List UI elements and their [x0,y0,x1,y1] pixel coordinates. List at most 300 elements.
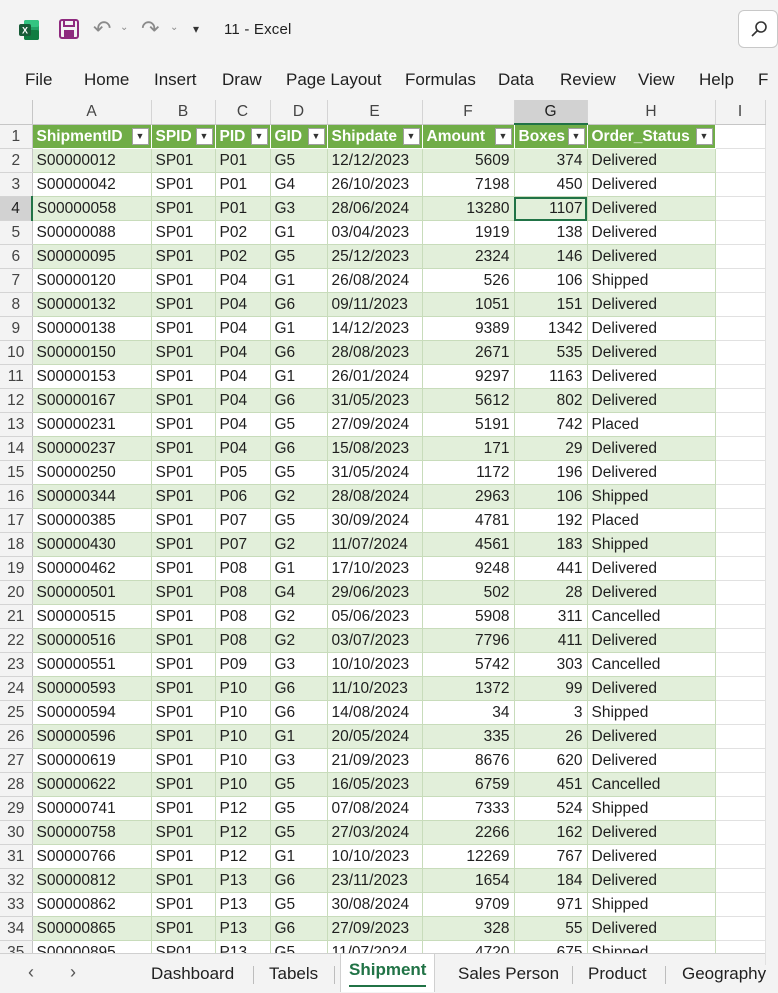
cell-amount[interactable]: 7333 [422,797,514,821]
cell-shipmentid[interactable]: S00000766 [32,845,151,869]
cell-spid[interactable]: SP01 [151,581,215,605]
cell-amount[interactable]: 2324 [422,245,514,269]
cell-spid[interactable]: SP01 [151,605,215,629]
cell-boxes[interactable]: 28 [514,581,587,605]
cell-spid[interactable]: SP01 [151,821,215,845]
empty-cell[interactable] [715,605,765,629]
row-header[interactable]: 30 [0,821,32,845]
cell-gid[interactable]: G2 [270,485,327,509]
cell-boxes[interactable]: 742 [514,413,587,437]
cell-shipdate[interactable]: 10/10/2023 [327,653,422,677]
cell-shipdate[interactable]: 26/08/2024 [327,269,422,293]
cell-gid[interactable]: G1 [270,725,327,749]
row-header[interactable]: 22 [0,629,32,653]
cell-pid[interactable]: P12 [215,845,270,869]
cell-shipdate[interactable]: 30/09/2024 [327,509,422,533]
cell-shipmentid[interactable]: S00000758 [32,821,151,845]
row-header[interactable]: 21 [0,605,32,629]
cell-shipdate[interactable]: 26/01/2024 [327,365,422,389]
cell-spid[interactable]: SP01 [151,845,215,869]
cell-gid[interactable]: G1 [270,845,327,869]
worksheet-grid[interactable] [0,100,765,953]
cell-amount[interactable]: 9297 [422,365,514,389]
cell-gid[interactable]: G3 [270,749,327,773]
cell-amount[interactable]: 1654 [422,869,514,893]
cell-shipmentid[interactable]: S00000095 [32,245,151,269]
prev-sheet-icon[interactable]: ‹ [28,962,34,982]
sheet-tab-sales-person[interactable]: Sales Person [458,964,560,983]
cell-amount[interactable]: 1051 [422,293,514,317]
cell-amount[interactable]: 2671 [422,341,514,365]
tab-data[interactable]: Data [498,70,534,89]
cell-gid[interactable]: G6 [270,677,327,701]
cell-amount[interactable]: 2963 [422,485,514,509]
cell-shipdate[interactable]: 09/11/2023 [327,293,422,317]
empty-cell[interactable] [715,749,765,773]
cell-boxes[interactable]: 3 [514,701,587,725]
cell-boxes[interactable]: 162 [514,821,587,845]
excel-logo-icon[interactable] [18,19,40,41]
cell-spid[interactable]: SP01 [151,653,215,677]
tab-page-layout[interactable]: Page Layout [286,70,382,89]
cell-pid[interactable]: P05 [215,461,270,485]
cell-shipmentid[interactable]: S00000516 [32,629,151,653]
cell-boxes[interactable]: 1163 [514,365,587,389]
cell-gid[interactable]: G6 [270,389,327,413]
row-header[interactable]: 24 [0,677,32,701]
row-header[interactable]: 25 [0,701,32,725]
empty-cell[interactable] [715,437,765,461]
cell-spid[interactable]: SP01 [151,389,215,413]
empty-cell[interactable] [715,533,765,557]
cell-pid[interactable]: P01 [215,197,270,221]
filter-dropdown-icon[interactable]: ▼ [132,128,149,145]
cell-boxes[interactable]: 106 [514,485,587,509]
cell-amount[interactable]: 9709 [422,893,514,917]
cell-boxes[interactable]: 535 [514,341,587,365]
cell-spid[interactable]: SP01 [151,413,215,437]
cell-shipmentid[interactable]: S00000138 [32,317,151,341]
cell-shipmentid[interactable]: S00000042 [32,173,151,197]
cell-spid[interactable]: SP01 [151,485,215,509]
cell-amount[interactable]: 12269 [422,845,514,869]
cell-pid[interactable]: P13 [215,917,270,941]
cell-boxes[interactable]: 802 [514,389,587,413]
row-header[interactable]: 14 [0,437,32,461]
column-header-c[interactable]: C [215,100,270,124]
cell-order-status[interactable]: Delivered [587,725,715,749]
cell-shipmentid[interactable]: S00000865 [32,917,151,941]
cell-amount[interactable]: 5191 [422,413,514,437]
cell-gid[interactable]: G2 [270,605,327,629]
cell-gid[interactable]: G2 [270,629,327,653]
cell-pid[interactable]: P10 [215,749,270,773]
cell-gid[interactable]: G4 [270,173,327,197]
cell-gid[interactable]: G4 [270,581,327,605]
redo-icon[interactable]: ↷ [141,16,160,41]
cell-spid[interactable]: SP01 [151,725,215,749]
row-header[interactable]: 27 [0,749,32,773]
cell-spid[interactable]: SP01 [151,365,215,389]
cell-order-status[interactable]: Delivered [587,821,715,845]
cell-order-status[interactable]: Delivered [587,389,715,413]
cell-spid[interactable]: SP01 [151,629,215,653]
cell-spid[interactable]: SP01 [151,917,215,941]
filter-dropdown-icon[interactable]: ▼ [196,128,213,145]
cell-shipdate[interactable]: 26/10/2023 [327,173,422,197]
cell-pid[interactable]: P13 [215,893,270,917]
cell-shipmentid[interactable]: S00000153 [32,365,151,389]
header-cell-gid[interactable] [270,124,327,149]
customize-qat-icon[interactable]: ▾ [193,22,200,36]
cell-order-status[interactable]: Delivered [587,173,715,197]
cell-shipdate[interactable]: 28/06/2024 [327,197,422,221]
empty-cell[interactable] [715,845,765,869]
empty-cell[interactable] [715,677,765,701]
cell-gid[interactable]: G1 [270,317,327,341]
row-header[interactable]: 19 [0,557,32,581]
empty-cell[interactable] [715,869,765,893]
cell-order-status[interactable]: Delivered [587,677,715,701]
cell-pid[interactable]: P02 [215,245,270,269]
empty-cell[interactable] [715,124,765,149]
cell-spid[interactable]: SP01 [151,461,215,485]
empty-cell[interactable] [715,221,765,245]
cell-shipdate[interactable]: 14/12/2023 [327,317,422,341]
cell-shipmentid[interactable]: S00000132 [32,293,151,317]
cell-shipmentid[interactable]: S00000231 [32,413,151,437]
cell-pid[interactable]: P04 [215,269,270,293]
row-header[interactable]: 7 [0,269,32,293]
cell-gid[interactable]: G1 [270,269,327,293]
empty-cell[interactable] [715,461,765,485]
redo-dropdown-icon[interactable]: ⌄ [170,22,179,33]
cell-shipmentid[interactable]: S00000012 [32,149,151,173]
cell-order-status[interactable]: Delivered [587,749,715,773]
cell-boxes[interactable]: 146 [514,245,587,269]
cell-spid[interactable]: SP01 [151,797,215,821]
cell-shipdate[interactable]: 07/08/2024 [327,797,422,821]
row-header[interactable]: 20 [0,581,32,605]
cell-amount[interactable]: 2266 [422,821,514,845]
cell-boxes[interactable]: 524 [514,797,587,821]
row-header[interactable]: 34 [0,917,32,941]
header-cell-amount[interactable] [422,124,514,149]
row-header[interactable]: 29 [0,797,32,821]
cell-order-status[interactable]: Delivered [587,149,715,173]
cell-amount[interactable]: 8676 [422,749,514,773]
empty-cell[interactable] [715,293,765,317]
cell-pid[interactable]: P04 [215,389,270,413]
row-header[interactable]: 33 [0,893,32,917]
cell-boxes[interactable]: 55 [514,917,587,941]
cell-pid[interactable]: P08 [215,557,270,581]
cell-order-status[interactable]: Cancelled [587,773,715,797]
cell-shipdate[interactable]: 21/09/2023 [327,749,422,773]
filter-dropdown-icon[interactable]: ▼ [568,128,585,145]
cell-pid[interactable]: P04 [215,341,270,365]
empty-cell[interactable] [715,893,765,917]
cell-pid[interactable]: P04 [215,365,270,389]
cell-gid[interactable]: G5 [270,413,327,437]
cell-boxes[interactable]: 184 [514,869,587,893]
cell-order-status[interactable]: Delivered [587,341,715,365]
empty-cell[interactable] [715,581,765,605]
cell-boxes[interactable]: 411 [514,629,587,653]
cell-order-status[interactable]: Delivered [587,629,715,653]
undo-icon[interactable]: ↶ [93,16,112,41]
cell-boxes[interactable]: 183 [514,533,587,557]
cell-boxes[interactable]: 151 [514,293,587,317]
cell-gid[interactable]: G6 [270,437,327,461]
cell-gid[interactable]: G6 [270,917,327,941]
cell-shipmentid[interactable]: S00000120 [32,269,151,293]
cell-boxes[interactable]: 106 [514,269,587,293]
cell-order-status[interactable]: Delivered [587,221,715,245]
cell-gid[interactable]: G6 [270,701,327,725]
cell-spid[interactable]: SP01 [151,557,215,581]
row-header[interactable]: 17 [0,509,32,533]
cell-order-status[interactable]: Cancelled [587,605,715,629]
cell-shipdate[interactable]: 15/08/2023 [327,437,422,461]
empty-cell[interactable] [715,389,765,413]
column-header-a[interactable]: A [32,100,151,124]
header-cell-spid[interactable] [151,124,215,149]
cell-order-status[interactable]: Delivered [587,461,715,485]
cell-shipdate[interactable]: 23/11/2023 [327,869,422,893]
cell-spid[interactable]: SP01 [151,677,215,701]
empty-cell[interactable] [715,509,765,533]
cell-pid[interactable]: P01 [215,173,270,197]
cell-order-status[interactable]: Delivered [587,293,715,317]
cell-amount[interactable]: 9389 [422,317,514,341]
cell-order-status[interactable]: Shipped [587,797,715,821]
cell-gid[interactable]: G5 [270,509,327,533]
cell-spid[interactable]: SP01 [151,221,215,245]
cell-order-status[interactable]: Delivered [587,557,715,581]
cell-amount[interactable]: 5609 [422,149,514,173]
cell-shipdate[interactable]: 27/09/2023 [327,917,422,941]
cell-pid[interactable]: P08 [215,605,270,629]
filter-dropdown-icon[interactable]: ▼ [696,128,713,145]
cell-order-status[interactable]: Shipped [587,269,715,293]
cell-order-status[interactable]: Placed [587,413,715,437]
cell-order-status[interactable]: Delivered [587,437,715,461]
cell-boxes[interactable]: 311 [514,605,587,629]
cell-gid[interactable]: G1 [270,557,327,581]
empty-cell[interactable] [715,173,765,197]
cell-shipdate[interactable]: 31/05/2023 [327,389,422,413]
tab-review[interactable]: Review [560,70,616,89]
row-header[interactable]: 26 [0,725,32,749]
row-header[interactable]: 16 [0,485,32,509]
cell-pid[interactable]: P01 [215,149,270,173]
row-header[interactable]: 6 [0,245,32,269]
tab-draw[interactable]: Draw [222,70,262,89]
cell-boxes[interactable]: 374 [514,149,587,173]
row-header[interactable]: 5 [0,221,32,245]
cell-spid[interactable]: SP01 [151,341,215,365]
row-header[interactable]: 4 [0,197,32,221]
cell-boxes[interactable]: 971 [514,893,587,917]
cell-pid[interactable]: P10 [215,701,270,725]
cell-order-status[interactable]: Delivered [587,197,715,221]
cell-shipmentid[interactable]: S00000862 [32,893,151,917]
empty-cell[interactable] [715,629,765,653]
cell-boxes[interactable]: 450 [514,173,587,197]
empty-cell[interactable] [715,269,765,293]
cell-gid[interactable]: G1 [270,365,327,389]
row-header[interactable]: 11 [0,365,32,389]
header-cell-boxes[interactable] [514,124,587,149]
cell-pid[interactable]: P04 [215,437,270,461]
cell-shipmentid[interactable]: S00000619 [32,749,151,773]
cell-shipdate[interactable]: 11/07/2024 [327,533,422,557]
tab-view[interactable]: View [638,70,675,89]
cell-pid[interactable]: P12 [215,821,270,845]
cell-gid[interactable]: G5 [270,773,327,797]
tab-home[interactable]: Home [84,70,130,89]
empty-cell[interactable] [715,557,765,581]
tab-file[interactable]: File [25,70,53,89]
cell-order-status[interactable]: Delivered [587,245,715,269]
sheet-tab-product[interactable]: Product [588,964,647,983]
cell-shipmentid[interactable]: S00000551 [32,653,151,677]
cell-shipmentid[interactable]: S00000596 [32,725,151,749]
row-header[interactable]: 28 [0,773,32,797]
cell-amount[interactable]: 1919 [422,221,514,245]
cell-pid[interactable]: P08 [215,629,270,653]
cell-spid[interactable]: SP01 [151,437,215,461]
row-header[interactable]: 2 [0,149,32,173]
cell-order-status[interactable]: Delivered [587,917,715,941]
cell-order-status[interactable]: Delivered [587,845,715,869]
cell-gid[interactable]: G5 [270,821,327,845]
cell-shipdate[interactable]: 10/10/2023 [327,845,422,869]
cell-order-status[interactable]: Placed [587,509,715,533]
cell-gid[interactable]: G5 [270,797,327,821]
cell-amount[interactable]: 5742 [422,653,514,677]
tab-help[interactable]: Help [699,70,734,89]
filter-dropdown-icon[interactable]: ▼ [308,128,325,145]
header-cell-pid[interactable] [215,124,270,149]
cell-pid[interactable]: P04 [215,293,270,317]
sheet-tab-tabels[interactable]: Tabels [269,964,319,983]
cell-amount[interactable]: 7796 [422,629,514,653]
cell-boxes[interactable]: 451 [514,773,587,797]
cell-pid[interactable]: P08 [215,581,270,605]
cell-shipmentid[interactable]: S00000812 [32,869,151,893]
cell-gid[interactable]: G1 [270,221,327,245]
tab-formulas[interactable]: Formulas [405,70,476,89]
column-header-d[interactable]: D [270,100,327,124]
cell-gid[interactable]: G2 [270,533,327,557]
cell-order-status[interactable]: Delivered [587,869,715,893]
filter-dropdown-icon[interactable]: ▼ [403,128,420,145]
cell-shipmentid[interactable]: S00000462 [32,557,151,581]
cell-shipdate[interactable]: 28/08/2024 [327,485,422,509]
cell-gid[interactable]: G6 [270,869,327,893]
row-header[interactable]: 10 [0,341,32,365]
cell-shipdate[interactable]: 16/05/2023 [327,773,422,797]
cell-boxes[interactable]: 29 [514,437,587,461]
cell-shipdate[interactable]: 27/03/2024 [327,821,422,845]
row-header[interactable]: 31 [0,845,32,869]
empty-cell[interactable] [715,197,765,221]
cell-order-status[interactable]: Delivered [587,365,715,389]
cell-gid[interactable]: G3 [270,197,327,221]
cell-order-status[interactable]: Shipped [587,533,715,557]
active-cell[interactable]: 1107 [514,197,587,221]
empty-cell[interactable] [715,365,765,389]
tab-overflow[interactable]: F [758,70,769,89]
row-header[interactable]: 3 [0,173,32,197]
cell-amount[interactable]: 34 [422,701,514,725]
cell-amount[interactable]: 13280 [422,197,514,221]
cell-spid[interactable]: SP01 [151,269,215,293]
cell-order-status[interactable]: Cancelled [587,653,715,677]
cell-shipmentid[interactable]: S00000150 [32,341,151,365]
cell-pid[interactable]: P10 [215,725,270,749]
cell-amount[interactable]: 1372 [422,677,514,701]
cell-amount[interactable]: 4561 [422,533,514,557]
cell-boxes[interactable]: 441 [514,557,587,581]
cell-pid[interactable]: P04 [215,317,270,341]
row-header[interactable]: 1 [0,124,32,149]
cell-spid[interactable]: SP01 [151,749,215,773]
cell-shipmentid[interactable]: S00000237 [32,437,151,461]
cell-shipmentid[interactable]: S00000741 [32,797,151,821]
cell-shipdate[interactable]: 29/06/2023 [327,581,422,605]
header-cell-shipmentid[interactable] [32,124,151,149]
empty-cell[interactable] [715,149,765,173]
empty-cell[interactable] [715,701,765,725]
cell-boxes[interactable]: 1342 [514,317,587,341]
cell-amount[interactable]: 526 [422,269,514,293]
empty-cell[interactable] [715,653,765,677]
cell-shipdate[interactable]: 28/08/2023 [327,341,422,365]
cell-spid[interactable]: SP01 [151,773,215,797]
cell-amount[interactable]: 5612 [422,389,514,413]
cell-amount[interactable]: 1172 [422,461,514,485]
row-header[interactable]: 8 [0,293,32,317]
column-header-h[interactable]: H [587,100,715,124]
search-button[interactable] [738,10,778,48]
cell-spid[interactable]: SP01 [151,533,215,557]
row-header[interactable]: 32 [0,869,32,893]
filter-dropdown-icon[interactable]: ▼ [495,128,512,145]
cell-shipdate[interactable]: 05/06/2023 [327,605,422,629]
filter-dropdown-icon[interactable]: ▼ [251,128,268,145]
column-header-b[interactable]: B [151,100,215,124]
cell-shipmentid[interactable]: S00000622 [32,773,151,797]
cell-shipdate[interactable]: 25/12/2023 [327,245,422,269]
cell-spid[interactable]: SP01 [151,149,215,173]
cell-gid[interactable]: G5 [270,461,327,485]
cell-shipmentid[interactable]: S00000593 [32,677,151,701]
cell-spid[interactable]: SP01 [151,197,215,221]
cell-pid[interactable]: P02 [215,221,270,245]
cell-shipdate[interactable]: 17/10/2023 [327,557,422,581]
cell-spid[interactable]: SP01 [151,893,215,917]
cell-pid[interactable]: P07 [215,533,270,557]
cell-shipdate[interactable]: 27/09/2024 [327,413,422,437]
cell-boxes[interactable]: 138 [514,221,587,245]
row-header[interactable]: 15 [0,461,32,485]
cell-gid[interactable]: G6 [270,293,327,317]
empty-cell[interactable] [715,725,765,749]
cell-shipdate[interactable]: 31/05/2024 [327,461,422,485]
